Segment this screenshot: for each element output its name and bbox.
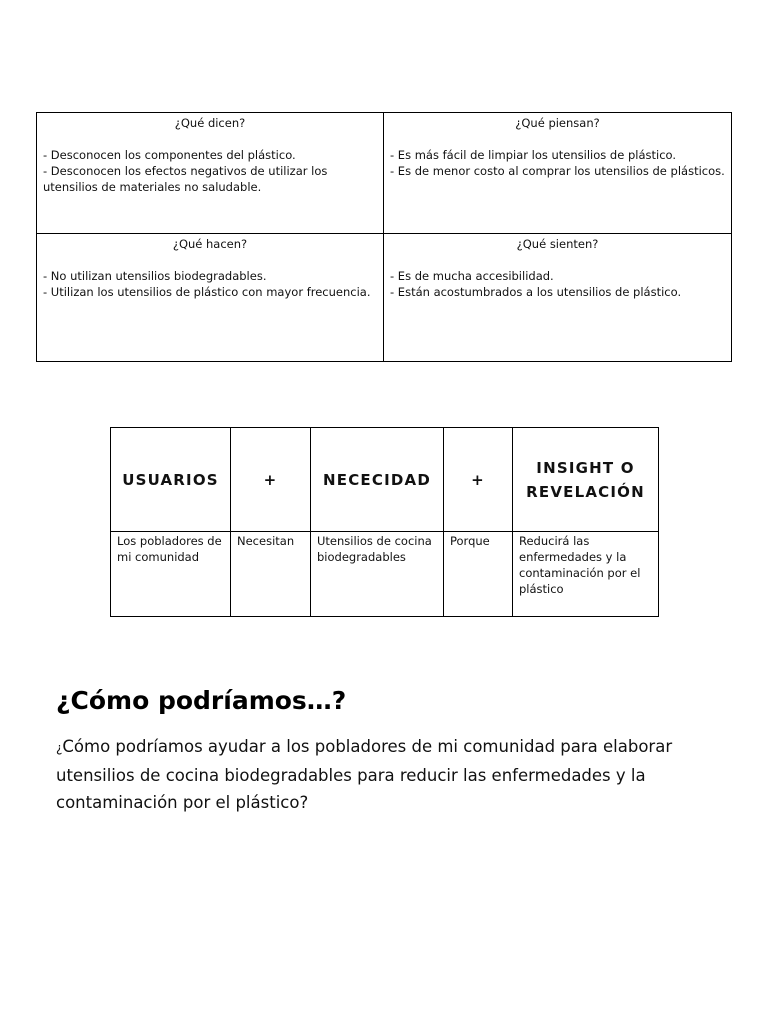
quadrant-title: ¿Qué piensan? — [515, 116, 600, 130]
header-necesidad: NECECIDAD — [311, 428, 444, 532]
question-heading: ¿Cómo podríamos…? — [56, 686, 347, 715]
table-header-row — [111, 428, 659, 532]
question-mark: ¿ — [56, 741, 63, 755]
quadrant-line: - Están acostumbrados a los utensilios de plástico. — [390, 285, 682, 299]
quadrant-line: - Desconocen los componentes del plástico. — [43, 148, 296, 162]
quadrant-title: ¿Qué dicen? — [174, 116, 246, 130]
header-plus: + — [231, 428, 311, 532]
quadrant-title: ¿Qué sienten? — [516, 237, 599, 251]
quadrant-que-dicen — [37, 113, 383, 233]
quadrant-que-sienten — [383, 233, 731, 361]
cell-connector: Porque — [444, 532, 513, 617]
quadrant-que-hacen — [37, 233, 383, 361]
insight-table — [110, 427, 659, 617]
question-paragraph — [56, 733, 716, 816]
header-insight: INSIGHT O REVELACIÓN — [513, 428, 659, 532]
cell-connector: Necesitan — [231, 532, 311, 617]
quadrant-line: - Es de menor costo al comprar los utensilios de plásticos. — [390, 164, 725, 178]
cell-insight: Reducirá las enfermedades y la contaminación por el plástico — [513, 532, 659, 617]
header-plus: + — [444, 428, 513, 532]
quadrant-line: - Es de mucha accesibilidad. — [390, 269, 554, 283]
quadrant-line: - Utilizan los utensilios de plástico con mayor frecuencia. — [43, 285, 371, 299]
table-row — [111, 532, 659, 617]
empathy-map — [36, 112, 732, 362]
quadrant-line: - No utilizan utensilios biodegradables. — [43, 269, 267, 283]
cell-usuarios: Los pobladores de mi comunidad — [111, 532, 231, 617]
quadrant-que-piensan — [383, 113, 731, 233]
quadrant-line: - Es más fácil de limpiar los utensilios de plástico. — [390, 148, 677, 162]
cell-necesidad: Utensilios de cocina biodegradables — [311, 532, 444, 617]
header-usuarios: USUARIOS — [111, 428, 231, 532]
question-text: Cómo podríamos ayudar a los pobladores de mi comunidad para elaborar utensilios de cocina biodegradables para reducir las enfermedades y la contaminación por el plástico? — [56, 737, 673, 812]
quadrant-line: - Desconocen los efectos negativos de utilizar los utensilios de materiales no saludable. — [43, 164, 328, 194]
quadrant-title: ¿Qué hacen? — [172, 237, 248, 251]
